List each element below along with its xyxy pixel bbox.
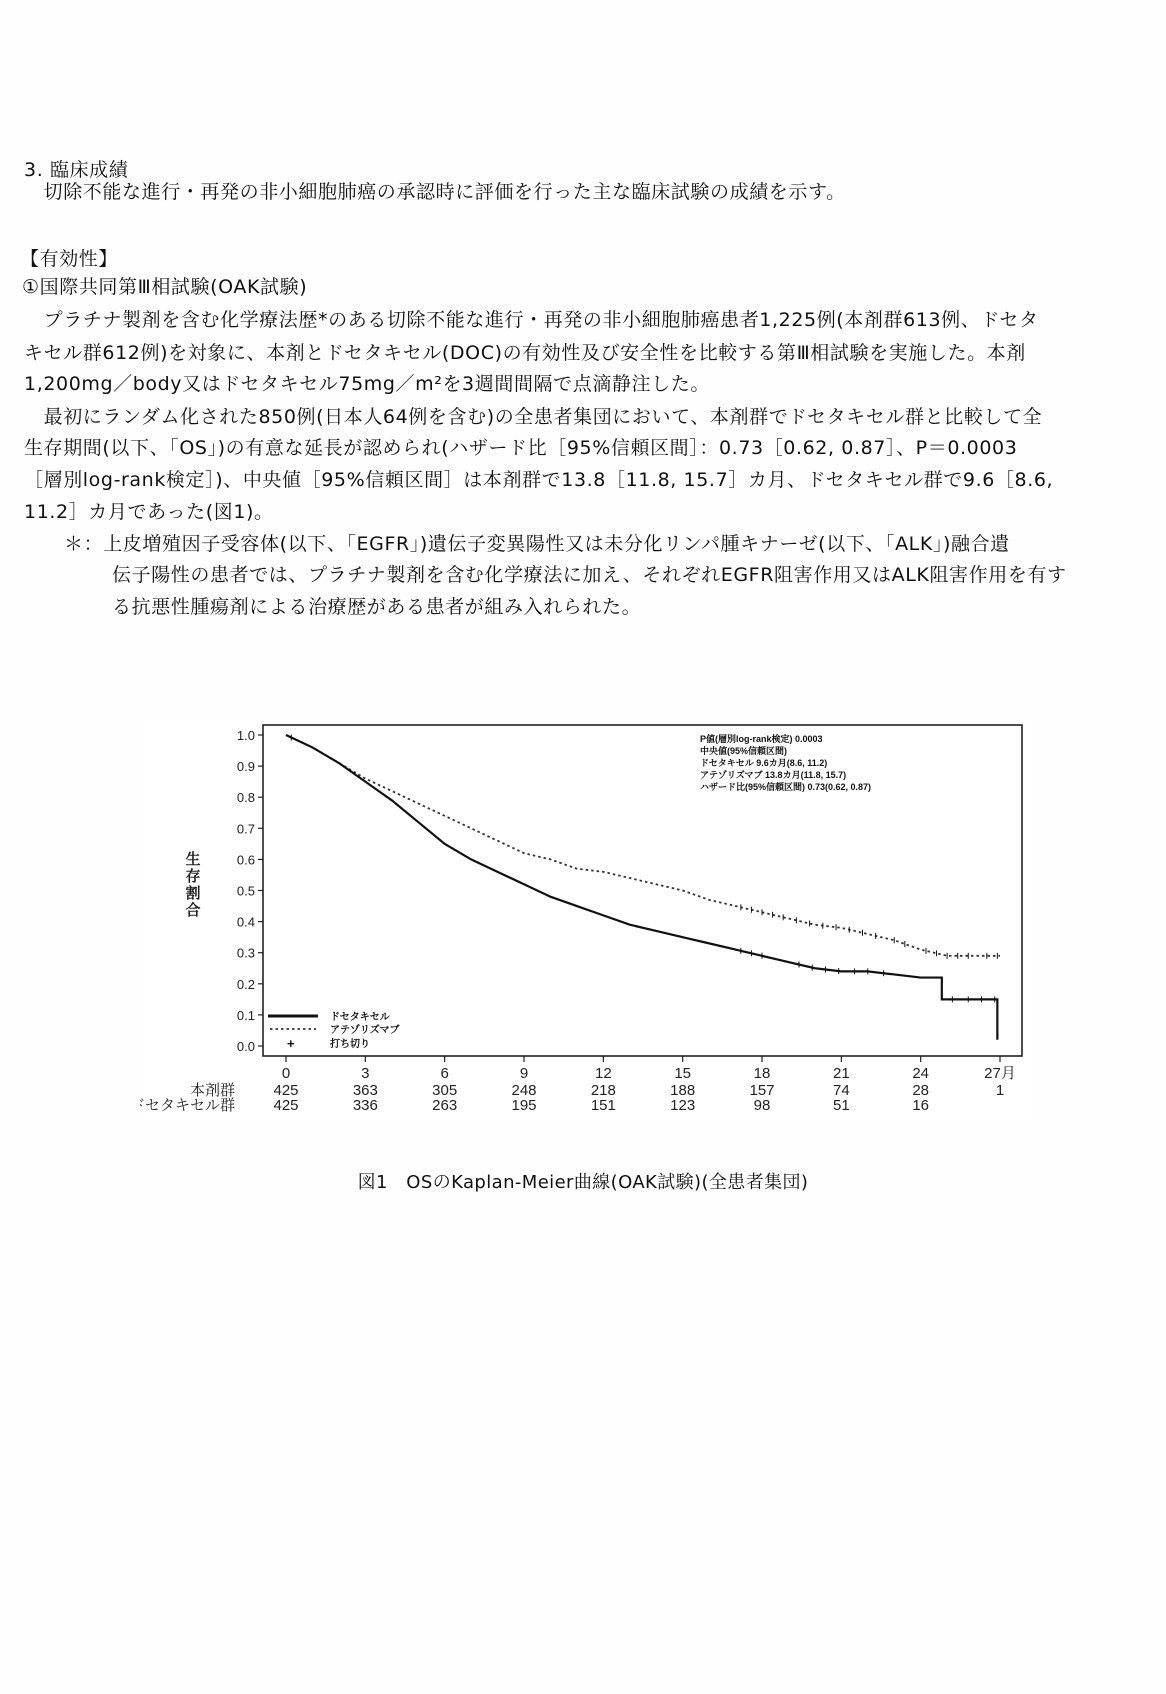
x-tick-label: 18	[753, 1065, 771, 1082]
risk-cell-atezolizumab: 74	[832, 1082, 850, 1099]
y-tick-label: 0.0	[236, 1039, 255, 1054]
risk-cell-atezolizumab: 157	[749, 1082, 775, 1099]
y-tick-label: 0.6	[236, 852, 255, 868]
paragraph2-line: ［層別log-rank検定］)、中央値［95%信頼区間］は本剤群で13.8［11.8, 15.7］カ月、ドセタキセル群で9.6［8.6,	[24, 469, 1054, 491]
censor-marks	[291, 734, 997, 1002]
risk-row-label-atezolizumab: 本剤群	[189, 1082, 235, 1099]
stats-box	[700, 733, 871, 792]
risk-cell-docetaxel: 263	[432, 1097, 458, 1114]
x-axis	[282, 1056, 1016, 1082]
risk-cell-docetaxel: 425	[273, 1097, 299, 1114]
y-axis	[237, 728, 263, 1054]
intro-text: 切除不能な進行・再発の非小細胞肺癌の承認時に評価を行った主な臨床試験の成績を示す。	[43, 181, 846, 203]
y-tick-label: 0.7	[236, 821, 255, 837]
y-tick-label: 0.9	[236, 759, 255, 775]
x-tick-label: 9	[519, 1065, 529, 1082]
legend-censored-label: 打ち切り	[330, 1039, 370, 1050]
legend-docetaxel-label: ドセタキセル	[330, 1012, 390, 1023]
stats-atezolizumab-median: アテゾリズマブ 13.8カ月(11.8, 15.7)	[700, 770, 847, 780]
x-tick-label: 3	[361, 1065, 370, 1082]
legend-atezolizumab-label: アテゾリズマブ	[330, 1025, 400, 1036]
risk-cell-docetaxel: 195	[511, 1097, 537, 1114]
docetaxel-curve	[286, 735, 997, 1040]
risk-cell-docetaxel: 336	[352, 1097, 378, 1114]
km-figure	[140, 720, 1032, 1120]
risk-cell-atezolizumab: 248	[511, 1082, 537, 1099]
x-tick-label: 27月	[984, 1065, 1016, 1082]
risk-cell-atezolizumab: 188	[670, 1082, 696, 1099]
y-axis-label: 生存割合	[183, 851, 201, 919]
paragraph1-line: 1,200mg／body又はドセタキセル75mg／m²を3週間間隔で点滴静注した。	[24, 373, 710, 395]
study-title: ①国際共同第Ⅲ相試験(OAK試験)	[22, 276, 308, 298]
stats-p-value: P値(層別log-rank検定) 0.0003	[700, 734, 823, 744]
footnote-line: 伝子陽性の患者では、プラチナ製剤を含む化学療法に加え、それぞれEGFR阻害作用又はALK阻害作用を有す	[112, 564, 1067, 586]
y-tick-label: 1.0	[236, 728, 255, 743]
x-tick-label: 21	[832, 1065, 850, 1082]
risk-table	[140, 1082, 1004, 1114]
risk-cell-docetaxel: 123	[670, 1097, 696, 1114]
risk-cell-atezolizumab: 363	[352, 1082, 378, 1099]
legend	[268, 1011, 400, 1051]
efficacy-heading: 【有効性】	[20, 248, 119, 270]
risk-cell-atezolizumab: 28	[912, 1082, 930, 1099]
y-tick-label: 0.2	[236, 976, 255, 992]
risk-cell-docetaxel: 151	[590, 1097, 616, 1114]
risk-cell-docetaxel: 16	[912, 1097, 930, 1114]
paragraph2-line: 11.2］カ月であった(図1)。	[24, 501, 274, 523]
footnote-line: ＊：上皮増殖因子受容体(以下、「EGFR」)遺伝子変異陽性又は未分化リンパ腫キナーゼ(以下、「ALK」)融合遺	[64, 533, 1010, 555]
section-heading: 3. 臨床成績	[24, 159, 129, 181]
risk-row-label-docetaxel: ドセタキセル群	[140, 1097, 235, 1114]
x-tick-label: 15	[674, 1065, 692, 1082]
legend-censor-symbol: +	[287, 1036, 295, 1051]
paragraph2-line: 最初にランダム化された850例(日本人64例を含む)の全患者集団において、本剤群でドセタキセル群と比較して全	[24, 406, 1043, 428]
risk-cell-atezolizumab: 1	[995, 1082, 1005, 1099]
y-tick-label: 0.3	[236, 945, 255, 961]
section-intro	[24, 181, 846, 203]
stats-docetaxel-median: ドセタキセル 9.6カ月(8.6, 11.2)	[700, 758, 828, 768]
y-tick-label: 0.5	[236, 883, 255, 899]
km-chart	[140, 720, 1032, 1120]
y-tick-label: 0.8	[236, 790, 255, 806]
atezolizumab-curve	[286, 735, 1000, 956]
y-tick-label: 0.1	[236, 1007, 255, 1023]
risk-cell-atezolizumab: 218	[590, 1082, 616, 1099]
x-tick-label: 24	[912, 1065, 930, 1082]
risk-cell-docetaxel: 51	[832, 1097, 850, 1114]
y-tick-label: 0.4	[236, 914, 255, 930]
x-tick-label: 0	[281, 1065, 291, 1082]
paragraph1-line: プラチナ製剤を含む化学療法歴*のある切除不能な進行・再発の非小細胞肺癌患者1,225例(本剤群613例、ドセタ	[24, 309, 1039, 331]
footnote-line: る抗悪性腫瘍剤による治療歴がある患者が組み入れられた。	[112, 596, 642, 618]
stats-hazard-ratio: ハザード比(95%信頼区間) 0.73(0.62, 0.87)	[700, 782, 872, 792]
figure-caption: 図1 OSのKaplan-Meier曲線(OAK試験)(全患者集団)	[357, 1172, 809, 1193]
risk-cell-atezolizumab: 305	[432, 1082, 458, 1099]
paragraph1-line: キセル群612例)を対象に、本剤とドセタキセル(DOC)の有効性及び安全性を比較する第Ⅲ相試験を実施した。本剤	[24, 342, 1026, 364]
stats-median-heading: 中央値(95%信頼区間)	[700, 746, 788, 756]
risk-cell-atezolizumab: 425	[273, 1082, 299, 1099]
risk-cell-docetaxel: 98	[753, 1097, 771, 1114]
paragraph2-line: 生存期間(以下、「OS」)の有意な延長が認められ(ハザード比［95%信頼区間］：0.73［0.62, 0.87］、P＝0.0003	[24, 437, 1018, 459]
plot-frame	[263, 725, 1022, 1056]
x-tick-label: 12	[594, 1065, 612, 1082]
x-tick-label: 6	[440, 1065, 449, 1082]
